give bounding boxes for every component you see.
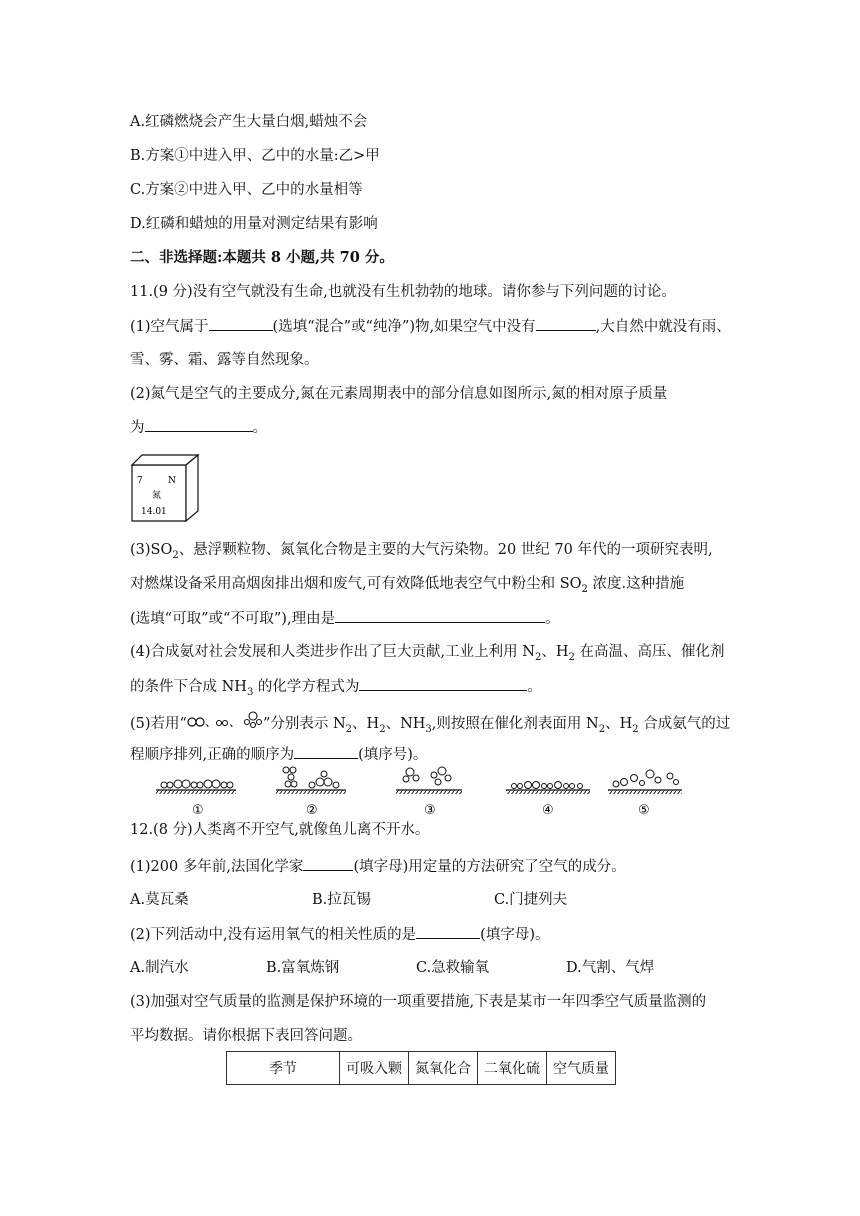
- table-header-cell: 氮氧化合: [409, 1052, 478, 1085]
- air-quality-table: [226, 1051, 616, 1085]
- atomic-number: 7: [137, 476, 143, 486]
- step-label: ①: [192, 803, 204, 818]
- q11-part5-line1: (5)若用“ 、 、 ”分别表示 $N_2$、$H_2$、$NH_3$,则按照在催化剂表面用 $N_2$、$H_2$ 合成氨气的过: [130, 710, 730, 740]
- answer-blank[interactable]: [145, 417, 253, 432]
- option: A.莫瓦桑: [130, 892, 189, 908]
- option: B.拉瓦锡: [312, 892, 371, 908]
- q12-part3-line2: 平均数据。请你根据下表回答问题。: [130, 1028, 362, 1044]
- step-2-diagram: [276, 767, 346, 794]
- q11-part2-line2: 为 。: [130, 417, 267, 438]
- option: A.制汽水: [130, 960, 189, 976]
- table-header-cell: 季节: [227, 1052, 340, 1085]
- step-label: ②: [306, 803, 318, 818]
- q12-stem: 12.(8 分)人类离不开空气,就像鱼儿离不开水。: [130, 822, 430, 838]
- q12-part1-options: [130, 890, 730, 910]
- svg-text:、: 、: [204, 715, 217, 729]
- q10-option-c: C.方案②中进入甲、乙中的水量相等: [130, 182, 363, 198]
- answer-blank[interactable]: [209, 316, 273, 331]
- option: B.富氧炼钢: [266, 960, 340, 976]
- q11-part2-line1: (2)氮气是空气的主要成分,氮在元素周期表中的部分信息如图所示,氮的相对原子质量: [130, 386, 668, 402]
- reaction-steps-figure: [150, 766, 690, 818]
- step-5-diagram: [608, 770, 682, 794]
- atomic-mass: 14.01: [141, 507, 167, 517]
- answer-blank[interactable]: [359, 676, 527, 691]
- option: C.门捷列夫: [494, 892, 568, 908]
- q12-part3-line1: (3)加强对空气质量的监测是保护环境的一项重要措施,下表是某市一年四季空气质量监测的: [130, 994, 707, 1010]
- molecule-legend-icon: [187, 710, 263, 732]
- step-label: ③: [424, 803, 436, 818]
- table-header-row: [227, 1052, 616, 1085]
- step-3-diagram: [396, 767, 462, 794]
- element-name: 氮: [152, 491, 162, 501]
- q12-part1-line1: (1)200 多年前,法国化学家 (填字母)用定量的方法研究了空气的成分。: [130, 856, 626, 877]
- table-header-cell: 空气质量: [547, 1052, 616, 1085]
- step-1-diagram: [156, 780, 236, 794]
- q11-part3-line3: (选填“可取”或“不可取”),理由是 。: [130, 608, 560, 629]
- table-header-cell: 可吸入颗: [340, 1052, 409, 1085]
- q12-part2-options: [130, 958, 730, 978]
- q12-part2-line1: (2)下列活动中,没有运用氧气的相关性质的是 (填字母)。: [130, 924, 549, 945]
- q10-option-b: B.方案①中进入甲、乙中的水量:乙>甲: [130, 148, 380, 164]
- q11-part1-line1: (1)空气属于 (选填“混合”或“纯净”)物,如果空气中没有 ,大自然中就没有雨、: [130, 316, 731, 337]
- answer-blank[interactable]: [536, 316, 596, 331]
- q10-option-a: A.红磷燃烧会产生大量白烟,蜡烛不会: [130, 114, 368, 130]
- svg-text:、: 、: [228, 715, 241, 729]
- option: C.急救输氧: [416, 960, 490, 976]
- q11-part4-line1: (4)合成氨对社会发展和人类进步作出了巨大贡献,工业上利用 $N_2$、$H_2$ 在高温、高压、催化剂: [130, 644, 725, 663]
- answer-blank[interactable]: [294, 744, 358, 759]
- option: D.气割、气焊: [566, 960, 655, 976]
- q11-part4-line2: 的条件下合成 $NH_3$ 的化学方程式为 。: [130, 676, 542, 703]
- answer-blank[interactable]: [416, 924, 480, 939]
- element-cell-figure: [128, 451, 202, 525]
- step-4-diagram: [506, 782, 590, 795]
- answer-blank[interactable]: [335, 608, 545, 623]
- step-label: ④: [542, 803, 554, 818]
- q11-stem: 11.(9 分)没有空气就没有生命,也就没有生机勃勃的地球。请你参与下列问题的讨论。: [130, 284, 676, 300]
- q11-part5-line2: 程顺序排列,正确的顺序为 (填序号)。: [130, 744, 427, 765]
- step-label: ⑤: [638, 803, 650, 818]
- section-heading: 二、非选择题:本题共 8 小题,共 70 分。: [130, 249, 394, 266]
- q10-option-d: D.红磷和蜡烛的用量对测定结果有影响: [130, 216, 378, 232]
- answer-blank[interactable]: [303, 856, 353, 871]
- table-header-cell: 二氧化硫: [478, 1052, 547, 1085]
- q11-part3-line1: $(3)SO_2$、悬浮颗粒物、氮氧化合物是主要的大气污染物。20 世纪 70 年代的一项研究表明,: [130, 542, 713, 561]
- q11-part1-line2: 雪、雾、霜、露等自然现象。: [130, 352, 319, 368]
- q11-part3-line2: 对燃煤设备采用高烟囱排出烟和废气,可有效降低地表空气中粉尘和 $SO_2$ 浓度.这种措施: [130, 576, 685, 595]
- element-symbol: N: [168, 476, 176, 486]
